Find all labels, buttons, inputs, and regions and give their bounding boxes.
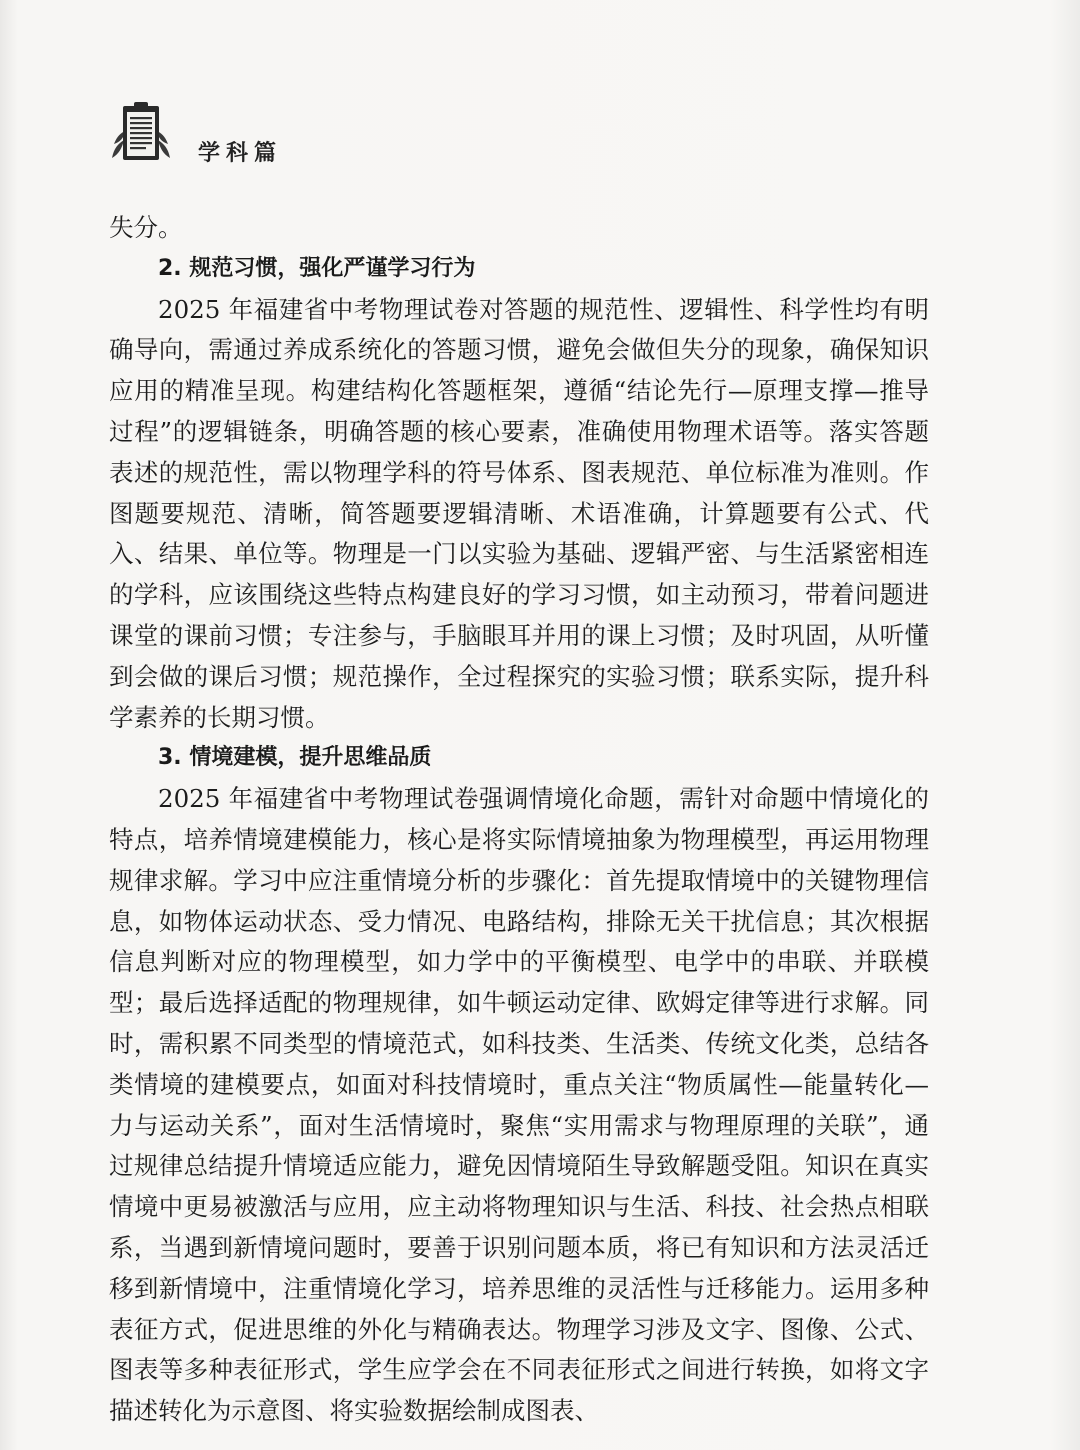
section-body-3: 2025 年福建省中考物理试卷强调情境化命题，需针对命题中情境化的特点，培养情境建模能力，核心是将实际情境抽象为物理模型，再运用物理规律求解。学习中应注重情境分析的步骤化：首先提取情境中的关键物理信息，如物体运动状态、受力情况、电路结构，排除无关干扰信息；其次根据信息判断对应的物理模型，如力学中的平衡模型、电学中的串联、并联模型；最后选择适配的物理规律，如牛顿运动定律、欧姆定律等进行求解。同时，需积累不同类型的情境范式，如科技类、生活类、传统文化类，总结各类情境的建模要点，如面对科技情境时，重点关注“物质属性—能量转化—力与运动关系”，面对生活情境时，聚焦“实用需求与物理原理的关联”，通过规律总结提升情境适应能力，避免因情境陌生导致解题受阻。知识在真实情境中更易被激活与应用，应主动将物理知识与生活、科技、社会热点相联系，当遇到新情境问题时，要善于识别问题本质，将已有知识和方法灵活迁移到新情境中，注重情境化学习，培养思维的灵活性与迁移能力。运用多种表征方式，促进思维的外化与精确表达。物理学习涉及文字、图像、公式、图表等多种表征形式，学生应学会在不同表征形式之间进行转换，如将文字描述转化为示意图、将实验数据绘制成图表、 (109, 784, 929, 1426)
document-clipboard-icon (110, 100, 172, 164)
page-header (110, 100, 970, 170)
page-body (109, 208, 929, 1432)
section-heading-3: 3. 情境建模，提升思维品质 (158, 745, 432, 771)
section-title: 学科篇 (198, 141, 283, 166)
section-heading-2: 2. 规范习惯，强化严谨学习行为 (158, 255, 476, 281)
section-body-2: 2025 年福建省中考物理试卷对答题的规范性、逻辑性、科学性均有明确导向，需通过养成系统化的答题习惯，避免会做但失分的现象，确保知识应用的精准呈现。构建结构化答题框架，遵循“结论先行—原理支撑—推导过程”的逻辑链条，明确答题的核心要素，准确使用物理术语等。落实答题表述的规范性，需以物理学科的符号体系、图表规范、单位标准为准则。作图题要规范、清晰，简答题要逻辑清晰、术语准确，计算题要有公式、代入、结果、单位等。物理是一门以实验为基础、逻辑严密、与生活紧密相连的学科，应该围绕这些特点构建良好的学习习惯，如主动预习，带着问题进课堂的课前习惯；专注参与，手脑眼耳并用的课上习惯；及时巩固，从听懂到会做的课后习惯；规范操作，全过程探究的实验习惯；联系实际，提升科学素养的长期习惯。 (109, 294, 929, 732)
opening-line: 失分。 (109, 213, 183, 242)
